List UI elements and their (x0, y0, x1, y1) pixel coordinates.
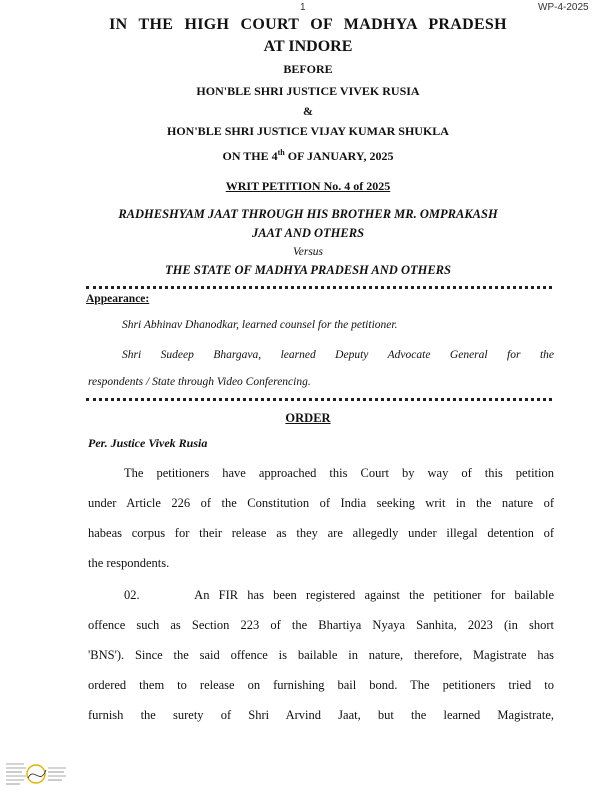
order-author: Per. Justice Vivek Rusia (88, 436, 208, 450)
paragraph-2-line: offence such as Section 223 of the Bhartiya Nyaya Sanhita, 2023 (in short (88, 618, 554, 632)
petition-number: WRIT PETITION No. 4 of 2025 (225, 179, 391, 193)
divider-top (86, 286, 552, 289)
case-reference: WP-4-2025 (538, 2, 589, 13)
order-date (0, 148, 616, 164)
versus-label: Versus (292, 246, 324, 258)
order-date-prefix: ON THE 4 (222, 149, 278, 163)
petitioner-line-2: JAAT AND OTHERS (251, 226, 365, 240)
paragraph-2-line: 'BNS'). Since the said offence is bailable in nature, therefore, Magistrate has (88, 648, 554, 662)
court-title: IN THE HIGH COURT OF MADHYA PRADESH (109, 16, 507, 33)
before-label: BEFORE (283, 62, 333, 76)
digital-signature-stamp (4, 756, 68, 792)
paragraph-1-line: under Article 226 of the Constitution of India seeking writ in the nature of (88, 496, 554, 510)
divider-bottom (86, 398, 552, 401)
court-location: AT INDORE (263, 38, 353, 55)
order-date-sup: th (277, 148, 285, 157)
counsel-respondent-line-2: respondents / State through Video Conferencing. (88, 376, 311, 388)
judge-two: HON'BLE SHRI JUSTICE VIJAY KUMAR SHUKLA (167, 124, 449, 138)
judge-one: HON'BLE SHRI JUSTICE VIVEK RUSIA (196, 84, 420, 98)
page-number: 1 (300, 2, 306, 13)
counsel-petitioner: Shri Abhinav Dhanodkar, learned counsel for the petitioner. (122, 319, 398, 331)
paragraph-1-line: The petitioners have approached this Court by way of this petition (124, 466, 554, 480)
order-paragraph-1 (88, 458, 554, 578)
paragraph-2-line: furnish the surety of Shri Arvind Jaat, but the learned Magistrate, (88, 708, 554, 722)
order-paragraph-2 (88, 580, 554, 730)
respondent-line: THE STATE OF MADHYA PRADESH AND OTHERS (165, 263, 451, 277)
order-heading: ORDER (285, 411, 331, 425)
paragraph-2-line: 02. An FIR has been registered against the petitioner for bailable (124, 588, 554, 602)
paragraph-2-line: ordered them to release on furnishing bail bond. The petitioners tried to (88, 678, 554, 692)
appearance-heading: Appearance: (86, 293, 150, 305)
paragraph-1-line: the respondents. (88, 556, 170, 570)
ampersand: & (303, 104, 313, 118)
signature-icon (4, 756, 68, 792)
counsel-respondent-line-1: Shri Sudeep Bhargava, learned Deputy Advocate General for the (122, 349, 554, 361)
order-date-suffix: OF JANUARY, 2025 (284, 149, 394, 163)
paragraph-1-line: habeas corpus for their release as they are allegedly under illegal detention of (88, 526, 554, 540)
petitioner-line-1: RADHESHYAM JAAT THROUGH HIS BROTHER MR. OMPRAKASH (118, 207, 498, 221)
